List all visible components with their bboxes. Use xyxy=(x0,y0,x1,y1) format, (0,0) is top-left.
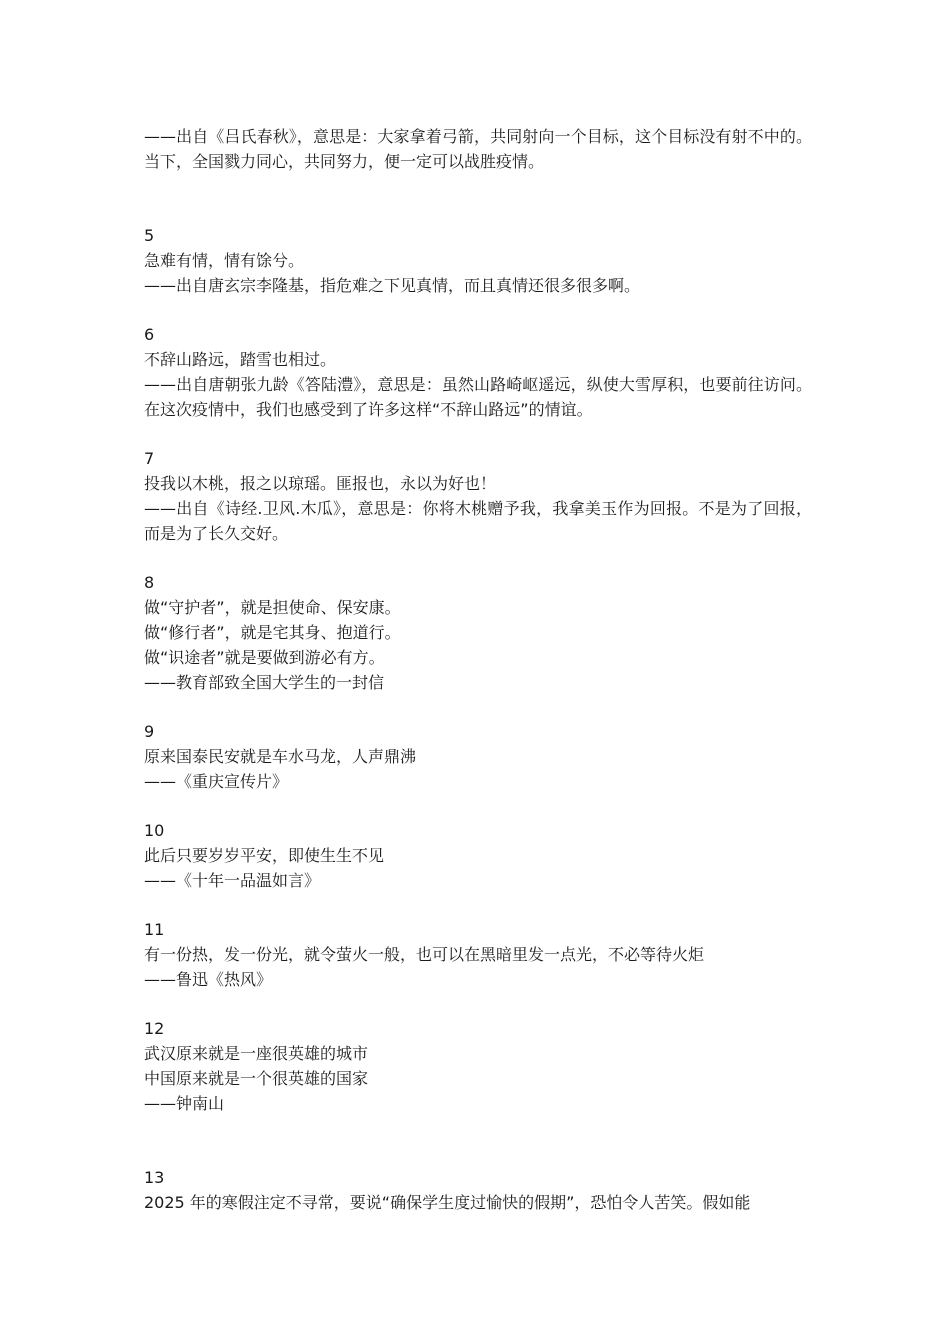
quote-entry xyxy=(144,1016,812,1116)
spacer xyxy=(144,794,812,818)
entry-line: 做“识途者”就是要做到游必有方。 xyxy=(144,648,385,667)
entry-line: 此后只要岁岁平安，即使生生不见 xyxy=(144,846,385,865)
entry-number: 12 xyxy=(144,1019,165,1038)
spacer xyxy=(144,546,812,570)
spacer xyxy=(144,695,812,719)
entry-line: 有一份热，发一份光，就令萤火一般，也可以在黑暗里发一点光，不必等待火炬 xyxy=(144,945,705,964)
spacer xyxy=(144,992,812,1016)
entry-line: 武汉原来就是一座很英雄的城市 xyxy=(144,1044,369,1063)
quote-entry xyxy=(144,719,812,794)
spacer xyxy=(144,422,812,446)
entry-line: ——钟南山 xyxy=(144,1094,225,1113)
quote-entry xyxy=(144,570,812,695)
spacer xyxy=(144,174,812,223)
entry-line: 原来国泰民安就是车水马龙，人声鼎沸 xyxy=(144,747,417,766)
entry-line: ——出自唐玄宗李隆基，指危难之下见真情，而且真情还很多很多啊。 xyxy=(144,276,641,295)
quote-entry xyxy=(144,223,812,298)
entry-line: ——鲁迅《热风》 xyxy=(144,970,273,989)
entry-line: 不辞山路远，踏雪也相过。 xyxy=(144,350,337,369)
entry-number: 13 xyxy=(144,1168,165,1187)
quote-entry xyxy=(144,322,812,422)
entry-number: 6 xyxy=(144,325,155,344)
entry-number: 8 xyxy=(144,573,155,592)
document-page xyxy=(144,124,812,1215)
intro-source-text: ——出自《吕氏春秋》，意思是：大家拿着弓箭，共同射向一个目标，这个目标没有射不中的。当下，全国戮力同心，共同努力，便一定可以战胜疫情。 xyxy=(144,127,812,171)
entry-source-text: ——出自《诗经.卫风.木瓜》，意思是：你将木桃赠予我，我拿美玉作为回报。不是为了回报，而是为了长久交好。 xyxy=(144,499,812,543)
entry-number: 9 xyxy=(144,722,155,741)
entry-line: 投我以木桃，报之以琼瑶。匪报也，永以为好也！ xyxy=(144,474,497,493)
quote-entry xyxy=(144,917,812,992)
entry-line: ——教育部致全国大学生的一封信 xyxy=(144,673,385,692)
entry-line: 做“修行者”，就是宅其身、抱道行。 xyxy=(144,623,401,642)
entry-number: 10 xyxy=(144,821,165,840)
entry-source-text: ——出自唐朝张九龄《答陆澧》，意思是：虽然山路崎岖遥远，纵使大雪厚积，也要前往访问。在这次疫情中，我们也感受到了许多这样“不辞山路远”的情谊。 xyxy=(144,375,812,419)
quote-entry xyxy=(144,1165,812,1215)
entry-number: 7 xyxy=(144,449,155,468)
entry-number: 5 xyxy=(144,226,155,245)
spacer xyxy=(144,893,812,917)
spacer xyxy=(144,1116,812,1165)
entry-line: ——《重庆宣传片》 xyxy=(144,772,289,791)
entry-line: ——《十年一品温如言》 xyxy=(144,871,321,890)
entry-line: 中国原来就是一个很英雄的国家 xyxy=(144,1069,369,1088)
entry-line: 做“守护者”，就是担使命、保安康。 xyxy=(144,598,401,617)
quote-entry xyxy=(144,446,812,546)
spacer xyxy=(144,298,812,322)
entry-line: 2025 年的寒假注定不寻常，要说“确保学生度过愉快的假期”，恐怕令人苦笑。假如能 xyxy=(144,1193,751,1212)
entry-number: 11 xyxy=(144,920,165,939)
entry-line: 急难有情，情有馀兮。 xyxy=(144,251,305,270)
quote-entry xyxy=(144,818,812,893)
